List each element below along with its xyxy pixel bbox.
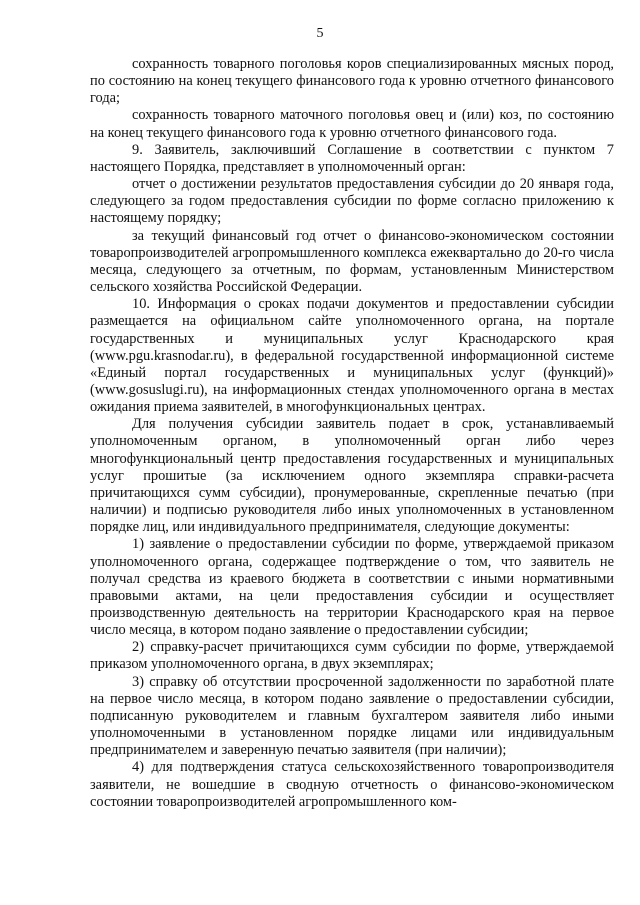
paragraph: 10. Информация о сроках подачи документов и предоставлении субсидии размещается на официальном сайте уполномоченного органа, на портале государственных и муниципальных услуг Краснодарского края (www.pgu.krasnodar.ru), в федеральной государственной информационной системе «Единый портал государственных и муниципальных услуг (функций)» (www.gosuslugi.ru), на информационных стендах уполномоченного органа в местах ожидания приема заявителей, в многофункциональных центрах.: [90, 296, 614, 416]
paragraph: 4) для подтверждения статуса сельскохозяйственного товаропроизводителя заявители, не вошедшие в сводную отчетность о финансово-экономическом состоянии товаропроизводителей агропромышленного ком-: [90, 759, 614, 810]
document-body: [90, 56, 614, 811]
page-number: 5: [316, 26, 324, 41]
paragraph: сохранность товарного маточного поголовья овец и (или) коз, по состоянию на конец текущего финансового года к уровню отчетного финансового года.: [90, 107, 614, 141]
paragraph: Для получения субсидии заявитель подает в срок, устанавливаемый уполномоченным органом, в уполномоченный орган либо через многофункциональный центр предоставления государственных и муниципальных услуг прошитые (за исключением одного экземпляра справки-расчета причитающихся сумм субсидии), пронумерованные, скрепленные печатью (при наличии) и подписью руководителя либо иных уполномоченных в установленном порядке лиц, или индивидуального предпринимателя, следующие документы:: [90, 416, 614, 536]
paragraph: 9. Заявитель, заключивший Соглашение в соответствии с пунктом 7 настоящего Порядка, представляет в уполномоченный орган:: [90, 141, 614, 175]
paragraph: 2) справку-расчет причитающихся сумм субсидии по форме, утверждаемой приказом уполномоченного органа, в двух экземплярах;: [90, 639, 614, 673]
paragraph: 1) заявление о предоставлении субсидии по форме, утверждаемой приказом уполномоченного органа, содержащее подтверждение о том, что заявитель не получал средства из краевого бюджета в соответствии с иными нормативными правовыми актами, на цели предоставления субсидии и осуществляет производственную деятельность на территории Краснодарского края на первое число месяца, в котором подано заявление о предоставлении субсидии;: [90, 536, 614, 639]
paragraph: отчет о достижении результатов предоставления субсидии до 20 января года, следующего за годом предоставления субсидии по форме согласно приложению к настоящему порядку;: [90, 176, 614, 227]
paragraph: за текущий финансовый год отчет о финансово-экономическом состоянии товаропроизводителей агропромышленного комплекса ежеквартально до 20-го числа месяца, следующего за отчетным, по формам, установленным Министерством сельского хозяйства Российской Федерации.: [90, 227, 614, 296]
paragraph: 3) справку об отсутствии просроченной задолженности по заработной плате на первое число месяца, в котором подано заявление о предоставлении субсидии, подписанную руководителем и главным бухгалтером заявителя либо иными уполномоченными в установленном порядке лицами или индивидуальным предпринимателем и заверенную печатью заявителя (при наличии);: [90, 673, 614, 759]
paragraph: сохранность товарного поголовья коров специализированных мясных пород, по состоянию на конец текущего финансового года к уровню отчетного финансового года;: [90, 56, 614, 107]
